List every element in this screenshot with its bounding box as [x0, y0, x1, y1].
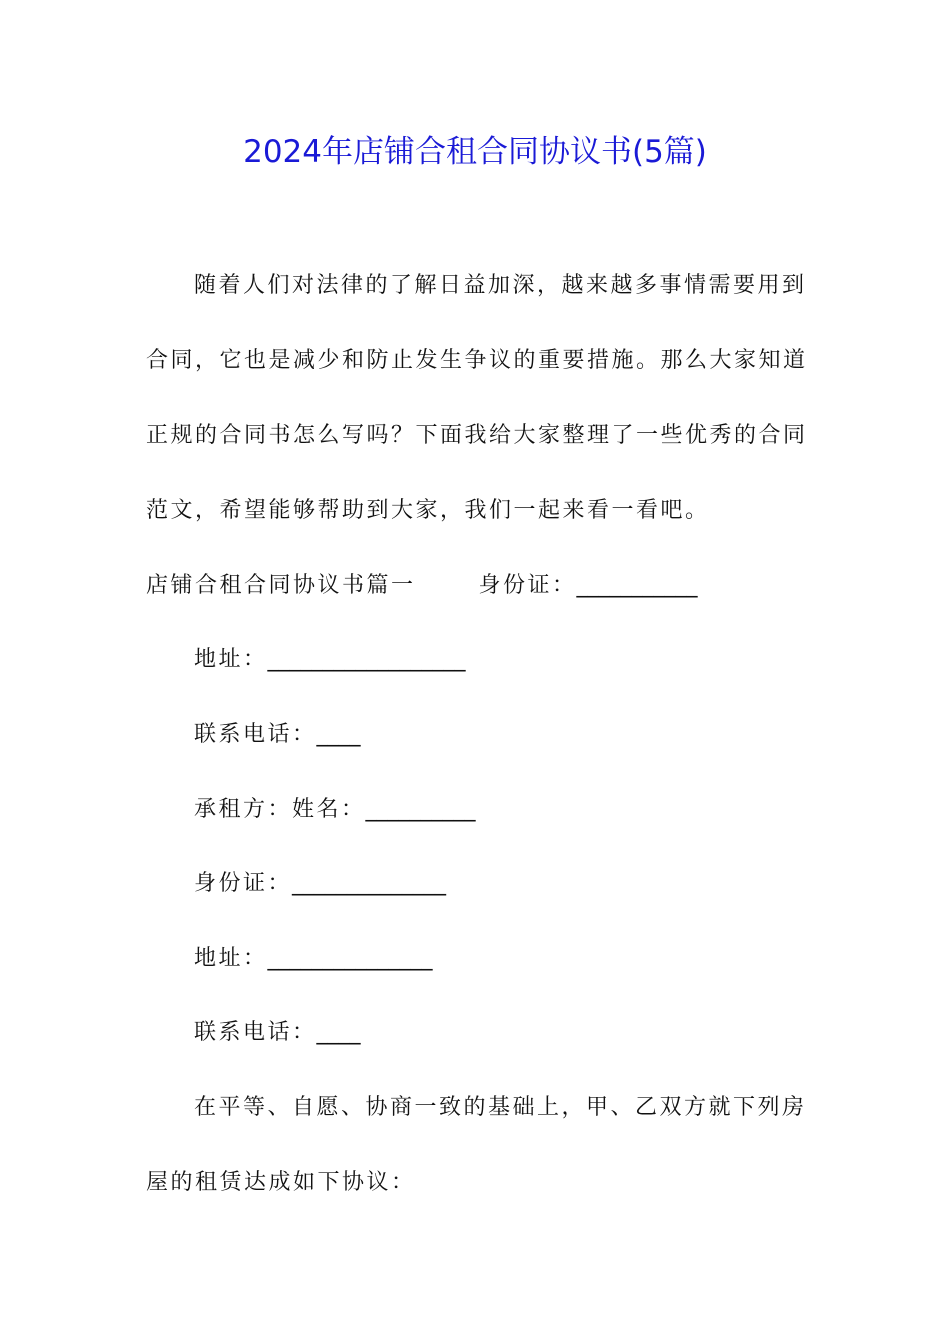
- field-row: [194, 1013, 361, 1053]
- intro-line-1: 随着人们对法律的了解日益加深，越来越多事情需要用到: [194, 273, 807, 298]
- field-label: 地址：: [194, 946, 268, 971]
- field-blank: ____: [316, 1020, 361, 1045]
- field-blank: ____: [316, 722, 361, 747]
- field-blank: __________: [365, 797, 476, 822]
- intro-line-4: 范文，希望能够帮助到大家，我们一起来看一看吧。: [146, 498, 710, 523]
- field-label: 地址：: [194, 647, 268, 672]
- field-blank: ______________: [292, 871, 447, 896]
- field-blank: _______________: [267, 946, 433, 971]
- field-label: 联系电话：: [194, 722, 317, 747]
- field-blank: __________________: [267, 647, 466, 672]
- field-row: [194, 790, 476, 830]
- field-label: 身份证：: [478, 573, 577, 598]
- field-label: 身份证：: [194, 871, 293, 896]
- field-row: [194, 715, 361, 755]
- section-heading: 店铺合租合同协议书篇一: [146, 573, 416, 598]
- document-title: 2024年店铺合租合同协议书(5篇): [243, 134, 707, 170]
- field-label: 联系电话：: [194, 1020, 317, 1045]
- field-label: 承租方：姓名：: [194, 797, 366, 822]
- field-row: [194, 640, 466, 680]
- intro-line-2: 合同，它也是减少和防止发生争议的重要措施。那么大家知道: [146, 348, 808, 373]
- field-row: [194, 864, 446, 904]
- section-heading-row: [146, 566, 698, 606]
- agreement-line-2: 屋的租赁达成如下协议：: [146, 1170, 416, 1195]
- field-row: [194, 939, 433, 979]
- agreement-line-1: 在平等、自愿、协商一致的基础上，甲、乙双方就下列房: [194, 1095, 807, 1120]
- field-blank: ___________: [576, 573, 698, 598]
- intro-line-3: 正规的合同书怎么写吗？下面我给大家整理了一些优秀的合同: [146, 423, 808, 448]
